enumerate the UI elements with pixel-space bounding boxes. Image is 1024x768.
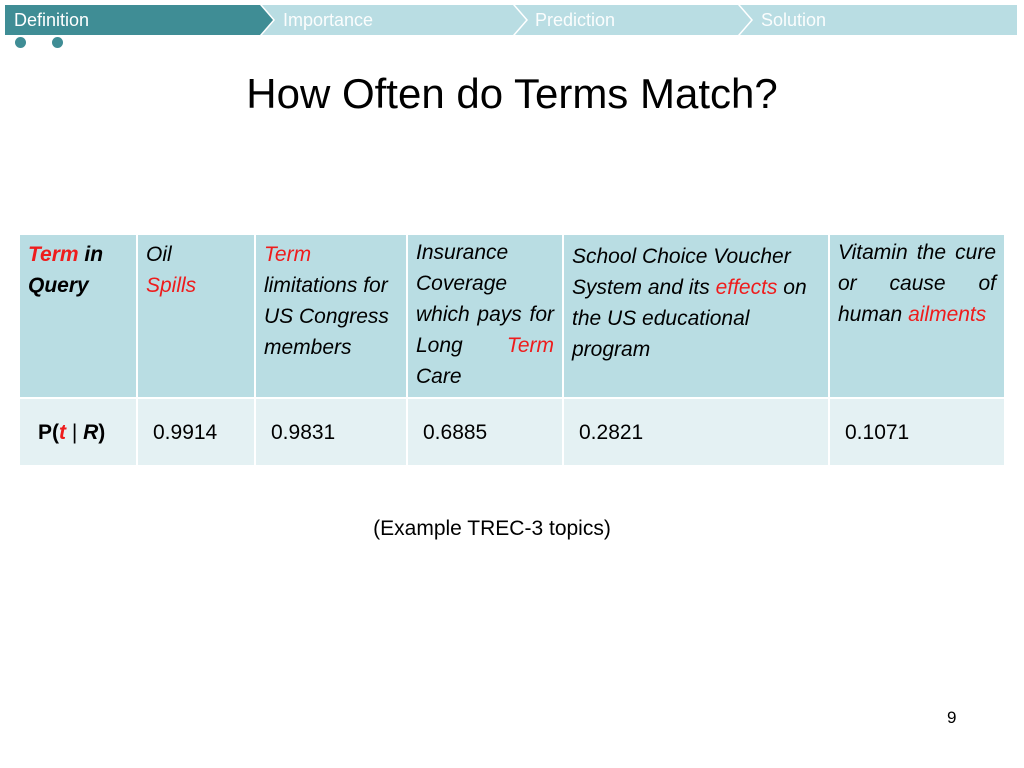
progress-dots	[15, 37, 75, 49]
header-row-label: Term in Query	[19, 234, 137, 398]
table-cell: 0.1071	[829, 398, 1005, 466]
header-cell-term-limitations: Term limitations for US Congress members	[255, 234, 407, 398]
slide-title: How Often do Terms Match?	[246, 70, 778, 117]
nav-label-importance[interactable]: Importance	[283, 10, 374, 30]
header-cell-vitamin: Vitamin the cure or cause of human ailments	[829, 234, 1005, 398]
table-header-row	[19, 234, 1005, 398]
row-label-probability: P(t | R)	[19, 398, 137, 466]
term-match-table	[18, 233, 1006, 467]
top-navigation-bar	[5, 5, 1017, 35]
nav-chevron-bar	[5, 5, 1017, 35]
progress-dot	[15, 37, 26, 48]
progress-dot	[52, 37, 63, 48]
table-caption: (Example TREC-3 topics)	[373, 517, 611, 540]
nav-label-definition[interactable]: Definition	[14, 10, 90, 30]
nav-label-solution[interactable]: Solution	[761, 10, 827, 30]
table-cell: 0.9914	[137, 398, 255, 466]
page-number: 9	[947, 708, 957, 727]
header-cell-oil-spills: Oil Spills	[137, 234, 255, 398]
table-cell: 0.6885	[407, 398, 563, 466]
header-cell-school-choice: School Choice Voucher System and its effects on the US educational program	[563, 234, 829, 398]
table-cell: 0.9831	[255, 398, 407, 466]
nav-label-prediction[interactable]: Prediction	[535, 10, 616, 30]
table-cell: 0.2821	[563, 398, 829, 466]
header-cell-insurance: Insurance Coverage which pays for Long Term Care	[407, 234, 563, 398]
table-row	[19, 398, 1005, 466]
